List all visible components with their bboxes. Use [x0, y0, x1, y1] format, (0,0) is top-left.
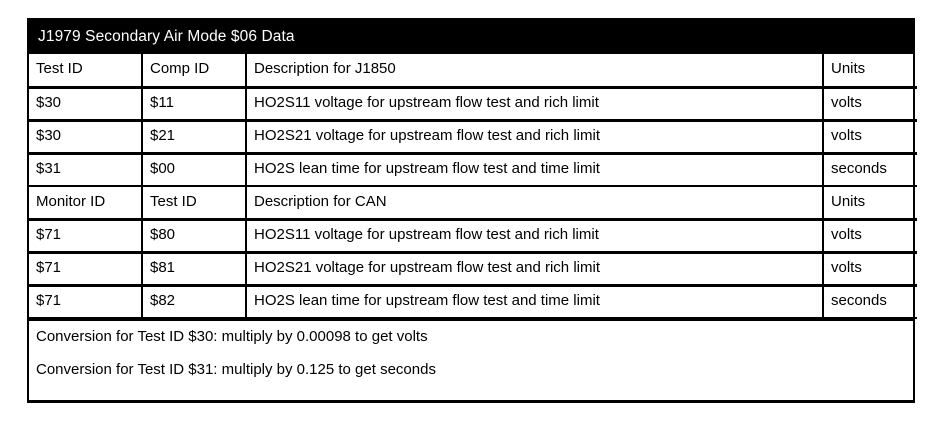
cell-test-id: $30 [29, 87, 142, 120]
header-row-can [29, 186, 917, 219]
cell-units: volts [823, 219, 917, 252]
cell-description: HO2S21 voltage for upstream flow test and rich limit [246, 252, 823, 285]
cell-units: volts [823, 120, 917, 153]
table-row [29, 153, 917, 186]
cell-description: HO2S lean time for upstream flow test and time limit [246, 285, 823, 318]
secondary-air-data-table [27, 18, 915, 403]
cell-monitor-id: $71 [29, 285, 142, 318]
header-cell-test-id: Test ID [142, 186, 246, 219]
cell-monitor-id: $71 [29, 252, 142, 285]
cell-units: volts [823, 252, 917, 285]
cell-test-id: $82 [142, 285, 246, 318]
cell-test-id: $30 [29, 120, 142, 153]
header-cell-test-id: Test ID [29, 54, 142, 87]
cell-description: HO2S lean time for upstream flow test and time limit [246, 153, 823, 186]
cell-units: seconds [823, 285, 917, 318]
table-row [29, 219, 917, 252]
conversion-note-seconds: Conversion for Test ID $31: multiply by 0.125 to get seconds [36, 361, 436, 378]
header-cell-comp-id: Comp ID [142, 54, 246, 87]
cell-test-id: $80 [142, 219, 246, 252]
table-row [29, 285, 917, 318]
cell-comp-id: $00 [142, 153, 246, 186]
cell-description: HO2S11 voltage for upstream flow test and rich limit [246, 219, 823, 252]
cell-comp-id: $11 [142, 87, 246, 120]
cell-units: seconds [823, 153, 917, 186]
conversion-notes [29, 319, 913, 400]
header-cell-monitor-id: Monitor ID [29, 186, 142, 219]
cell-description: HO2S11 voltage for upstream flow test and rich limit [246, 87, 823, 120]
table-row [29, 87, 917, 120]
cell-units: volts [823, 87, 917, 120]
cell-test-id: $31 [29, 153, 142, 186]
cell-test-id: $81 [142, 252, 246, 285]
header-cell-description: Description for CAN [246, 186, 823, 219]
header-row-j1850 [29, 54, 917, 87]
table-title: J1979 Secondary Air Mode $06 Data [29, 20, 913, 54]
header-cell-units: Units [823, 186, 917, 219]
data-grid [29, 54, 917, 319]
cell-description: HO2S21 voltage for upstream flow test and rich limit [246, 120, 823, 153]
header-cell-units: Units [823, 54, 917, 87]
table-row [29, 252, 917, 285]
header-cell-description: Description for J1850 [246, 54, 823, 87]
cell-comp-id: $21 [142, 120, 246, 153]
conversion-note-volts: Conversion for Test ID $30: multiply by 0.00098 to get volts [36, 328, 428, 345]
cell-monitor-id: $71 [29, 219, 142, 252]
table-row [29, 120, 917, 153]
